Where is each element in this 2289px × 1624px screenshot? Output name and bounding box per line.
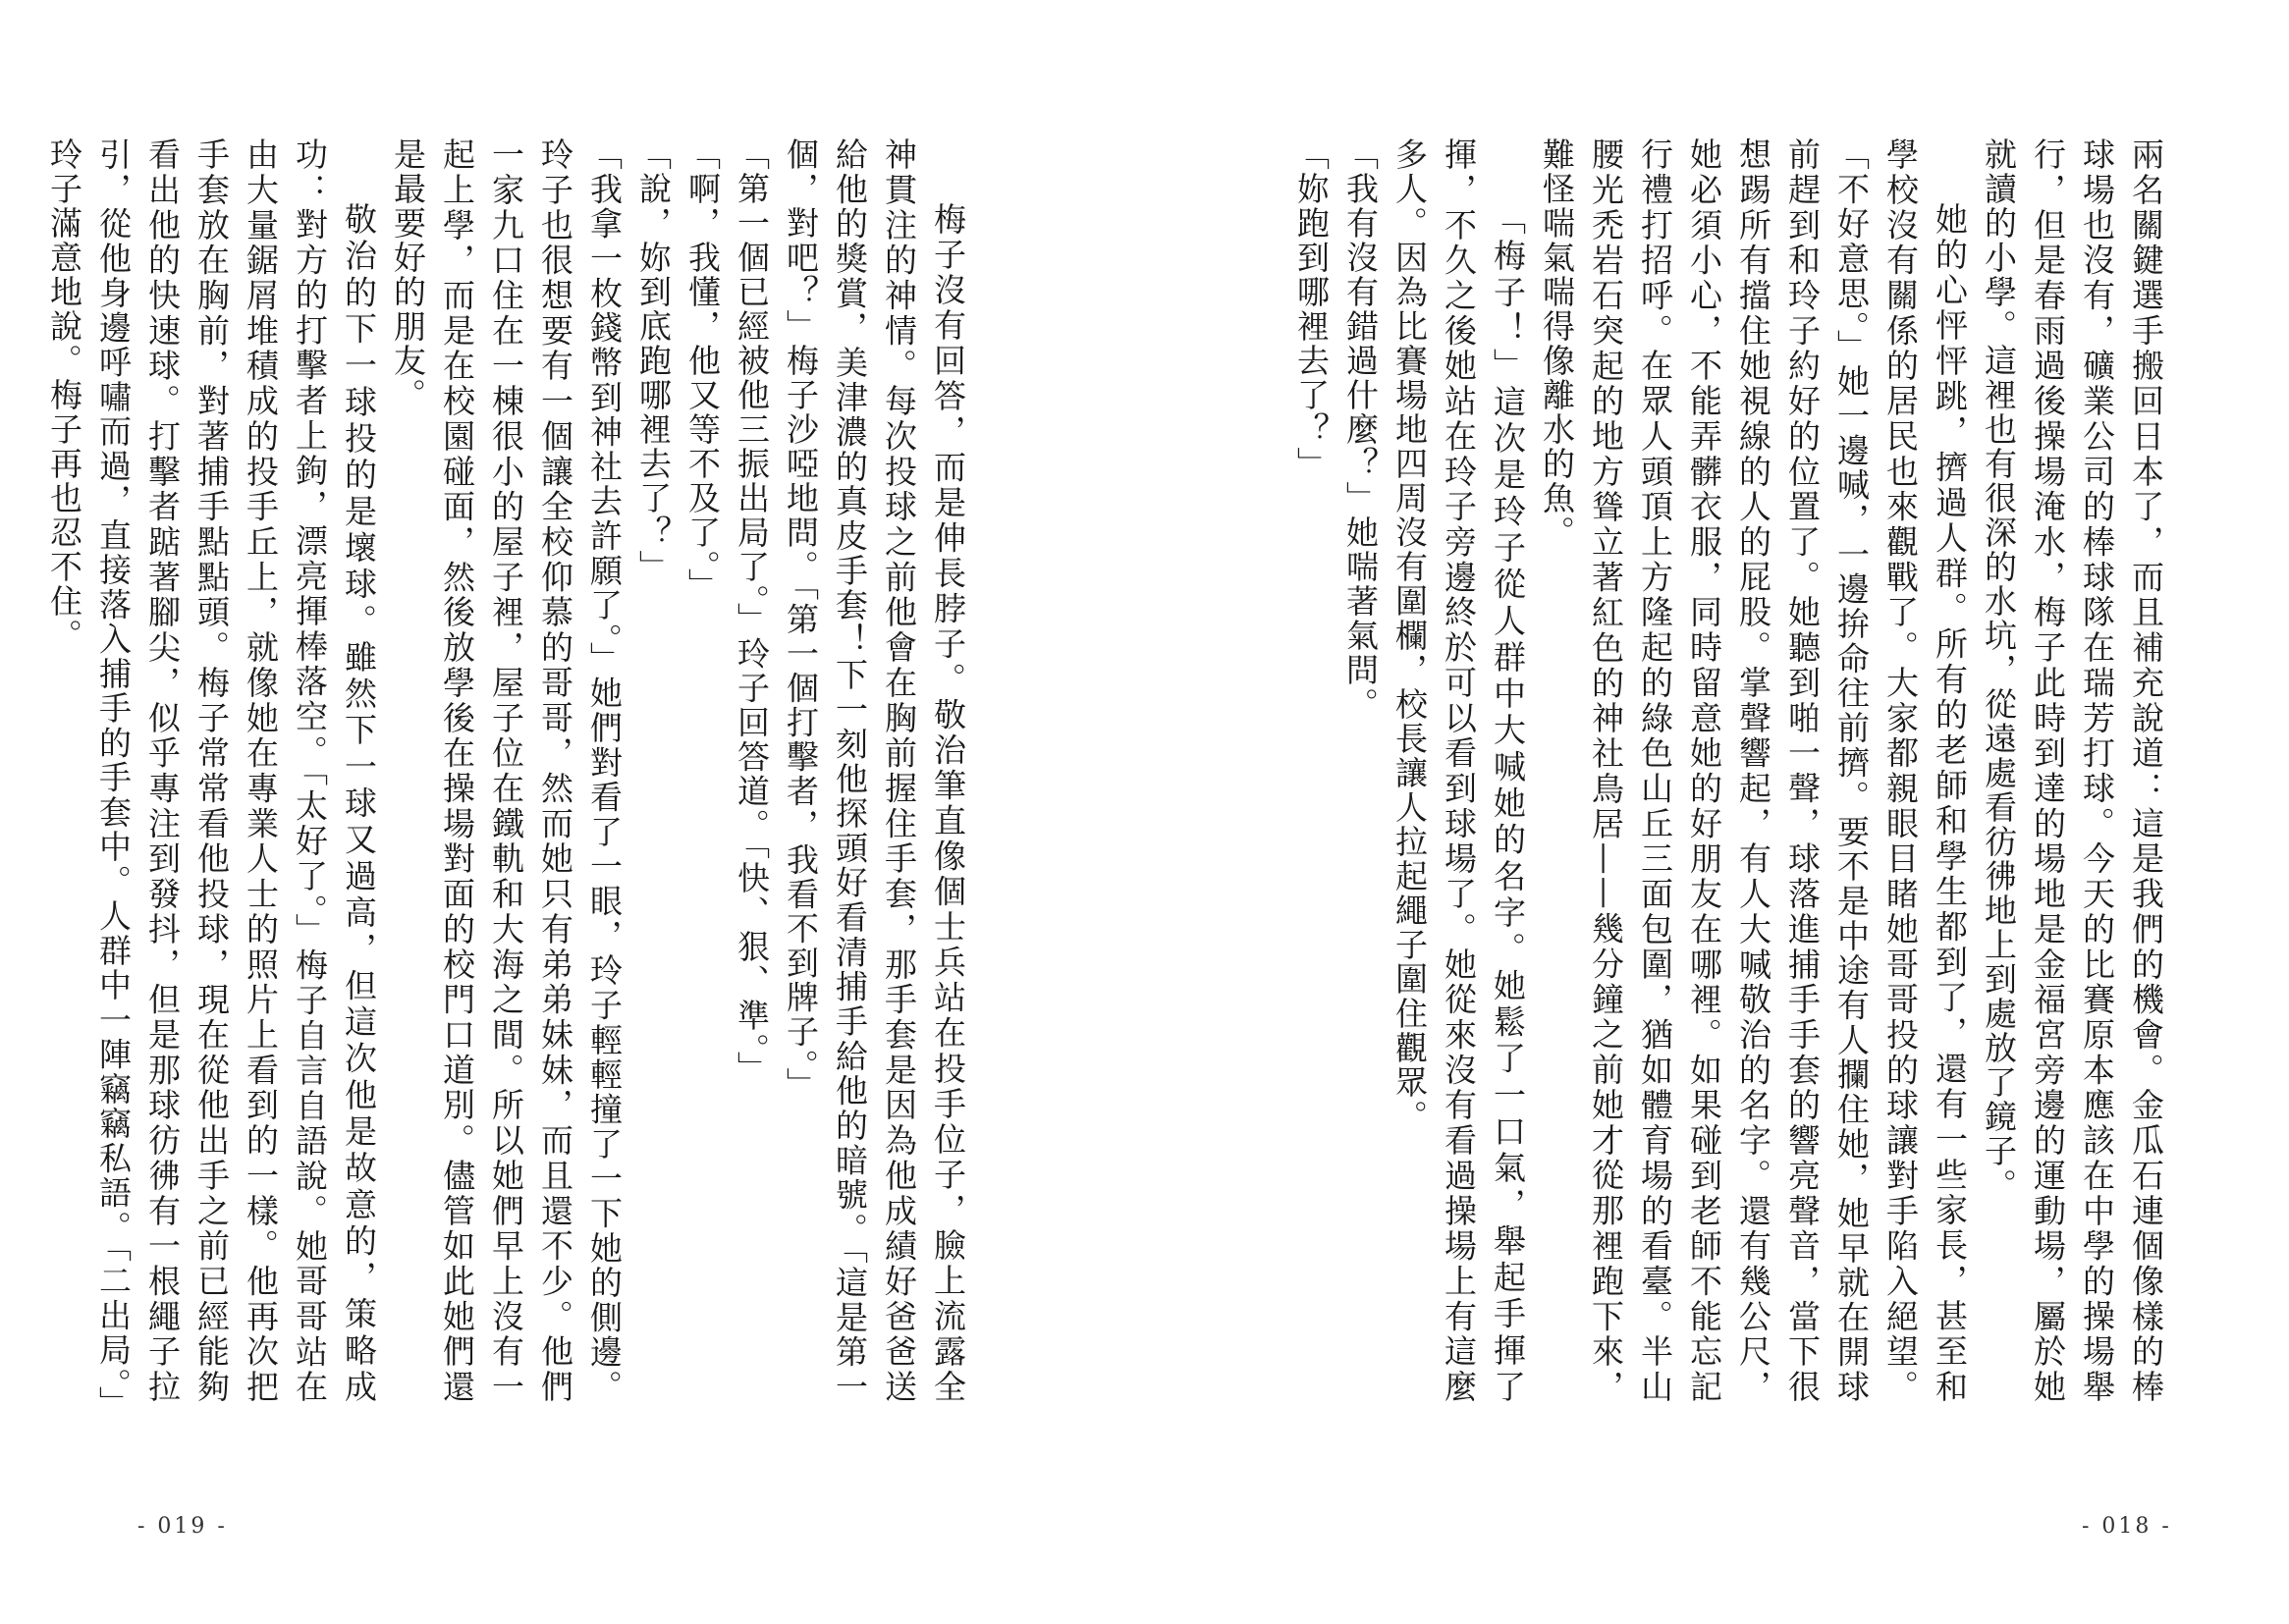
page-number-right: - 018 - xyxy=(2082,1514,2172,1539)
paragraph: 她的心怦怦跳，擠過人群。所有的老師和學生都到了，還有一些家長，甚至和學校沒有關係的居民也來觀戰了。大家都親眼目睹她哥哥投的球讓對手陷入絕望。「不好意思。」她一邊喊，一邊拚命往前擠。要不是中途有人攔住她，她早就在開球前趕到和玲子約好的位置了。她聽到啪一聲，球落進捕手手套的響亮聲音，當下很想踢所有擋住她視線的人的屁股。掌聲響起，有人大喊敬治的名字。還有幾公尺，她必須小心，不能弄髒衣服，同時留意她的好朋友在哪裡。如果碰到老師不能忘記行禮打招呼。在眾人頭頂上方隆起的綠色山丘三面包圍，猶如體育場的看臺。半山腰光禿岩石突起的地方聳立著紅色的神社鳥居——幾分鐘之前她才從那裡跑下來，難怪喘氣喘得像離水的魚。 xyxy=(1538,137,1969,1404)
page-018-text xyxy=(1292,137,2170,1404)
page-number-left: - 019 - xyxy=(137,1514,228,1539)
paragraph: 「啊，我懂，他又等不及了。」 xyxy=(683,137,722,603)
paragraph: 兩名關鍵選手搬回日本了，而且補充說道：這是我們的機會。金瓜石連個像樣的棒球場也沒有，礦業公司的棒球隊在瑞芳打球。今天的比賽原本應該在中學的操場舉行，但是春雨過後操場淹水，梅子此時到達的場地是金福宮旁邊的運動場，屬於她就讀的小學。這裡也有很深的水坑，從遠處看彷彿地上到處放了鏡子。 xyxy=(1980,137,2165,1404)
paragraph: 敬治的下一球投的是壞球。雖然下一球又過高，但這次他是故意的，策略成功：對方的打擊者上鉤，漂亮揮棒落空。「太好了。」梅子自言自語說。她哥哥站在由大量鋸屑堆積成的投手丘上，就像她在專業人士的照片上看到的一樣。他再次把手套放在胸前，對著捕手點點頭。梅子常常看他投球，現在從他出手之前已經能夠看出他的快速球。打擊者踮著腳尖，似乎專注到發抖，但是那球彷彿有一根繩子拉引，從他身邊呼嘯而過，直接落入捕手的手套中。人群中一陣竊竊私語。「二出局。」玲子滿意地說。梅子再也忍不住。 xyxy=(45,137,378,1404)
paragraph: 「我有沒有錯過什麼？」她喘著氣問。 xyxy=(1341,137,1380,722)
page-018 xyxy=(1292,137,2170,1414)
paragraph: 梅子沒有回答，而是伸長脖子。敬治筆直像個士兵站在投手位子，臉上流露全神貫注的神情。每次投球之前他會在胸前握住手套，那手套是因為他成績好爸爸送給他的獎賞，美津濃的真皮手套！下一刻他探頭好看清捕手給他的暗號。「這是第一個，對吧？」梅子沙啞地問。「第一個打擊者，我看不到牌子。」 xyxy=(782,137,967,1404)
paragraph: 「梅子！」這次是玲子從人群中大喊她的名字。她鬆了一口氣，舉起手揮了揮，不久之後她站在玲子旁邊終於可以看到球場了。她從來沒有看過操場上有這麼多人。因為比賽場地四周沒有圍欄，校長讓人拉起繩子圍住觀眾。 xyxy=(1390,137,1527,1404)
paragraph: 「妳跑到哪裡去了？」 xyxy=(1292,137,1331,481)
page-019 xyxy=(45,137,972,1414)
page-019-text xyxy=(45,137,972,1404)
paragraph: 「我拿一枚錢幣到神社去許願了。」她們對看了一眼，玲子輕輕撞了一下她的側邊。玲子也很想要有一個讓全校仰慕的哥哥，然而她只有弟弟妹妹，而且還不少。他們一家九口住在一棟很小的屋子裡，屋子位在鐵軌和大海之間。所以她們早上沒有一起上學，而是在校園碰面，然後放學後在操場對面的校門口道別。儘管如此她們還是最要好的朋友。 xyxy=(389,137,624,1404)
paragraph: 「第一個已經被他三振出局了。」玲子回答道。「快、狠、準。」 xyxy=(733,137,771,1086)
paragraph: 「說，妳到底跑哪裡去了？」 xyxy=(634,137,673,584)
